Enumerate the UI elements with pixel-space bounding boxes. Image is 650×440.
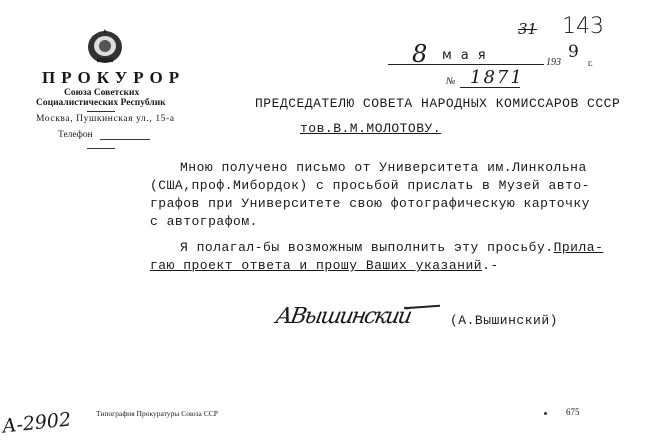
- date-year-prefix: 193: [546, 57, 561, 68]
- archive-crossed-number: 31: [518, 20, 538, 38]
- letterhead-subtitle-2: Социалистических Республик: [36, 98, 166, 108]
- body-p1-line-4: с автографом.: [150, 214, 258, 229]
- typed-signature-name: (А.Вышинский): [450, 313, 558, 328]
- body-p2-line-2: [150, 258, 499, 273]
- letterhead-divider: [87, 111, 115, 112]
- addressee-line-1: ПРЕДСЕДАТЕЛЮ СОВЕТА НАРОДНЫХ КОМИССАРОВ СССР: [255, 96, 621, 111]
- date-line: [388, 64, 544, 65]
- printer-imprint: Типография Прокуратуры Союза ССР: [96, 409, 218, 418]
- date-year-digit: 9: [568, 42, 579, 62]
- body-p2-end: .-: [482, 258, 499, 273]
- letterhead-divider-2: [87, 148, 115, 149]
- letterhead-subtitle-1: Союза Советских: [64, 88, 140, 98]
- coat-of-arms-emblem: [86, 27, 124, 65]
- body-p2-plain: Я полагал-бы возможным выполнить эту просьбу.: [180, 240, 554, 255]
- footer-dot: [544, 412, 547, 415]
- body-p2-underlined-2: гаю проект ответа и прошу Ваших указаний: [150, 258, 483, 273]
- phone-line: [100, 139, 150, 140]
- body-p1-line-1: Мною получено письмо от Университета им.Линкольна: [180, 160, 587, 175]
- print-number: 675: [566, 407, 580, 417]
- body-p1-line-3: графов при Университете свою фотографическую карточку: [150, 196, 590, 211]
- body-p2-line-1: [180, 240, 603, 255]
- addressee-line-2: тов.В.М.МОЛОТОВУ.: [300, 121, 442, 136]
- handwritten-signature: АВышинский: [273, 304, 413, 329]
- letterhead-title: ПРОКУРОР: [42, 68, 186, 87]
- number-label: №: [446, 76, 456, 87]
- letterhead-phone-label: Телефон: [58, 130, 93, 140]
- date-month: мая: [442, 48, 495, 63]
- archive-page-number: 143: [562, 14, 604, 39]
- date-year-suffix: г.: [588, 58, 593, 68]
- letterhead-address: Москва, Пушкинская ул., 15-а: [36, 114, 175, 124]
- handwritten-code: А-2902: [1, 408, 73, 438]
- body-p2-underlined-1: Прила-: [553, 240, 604, 255]
- number-line: [460, 87, 520, 88]
- body-p1-line-2: (США,проф.Мибордок) с просьбой прислать в Музей авто-: [150, 178, 590, 193]
- number-value: 1871: [470, 67, 524, 88]
- date-day: 8: [412, 40, 428, 68]
